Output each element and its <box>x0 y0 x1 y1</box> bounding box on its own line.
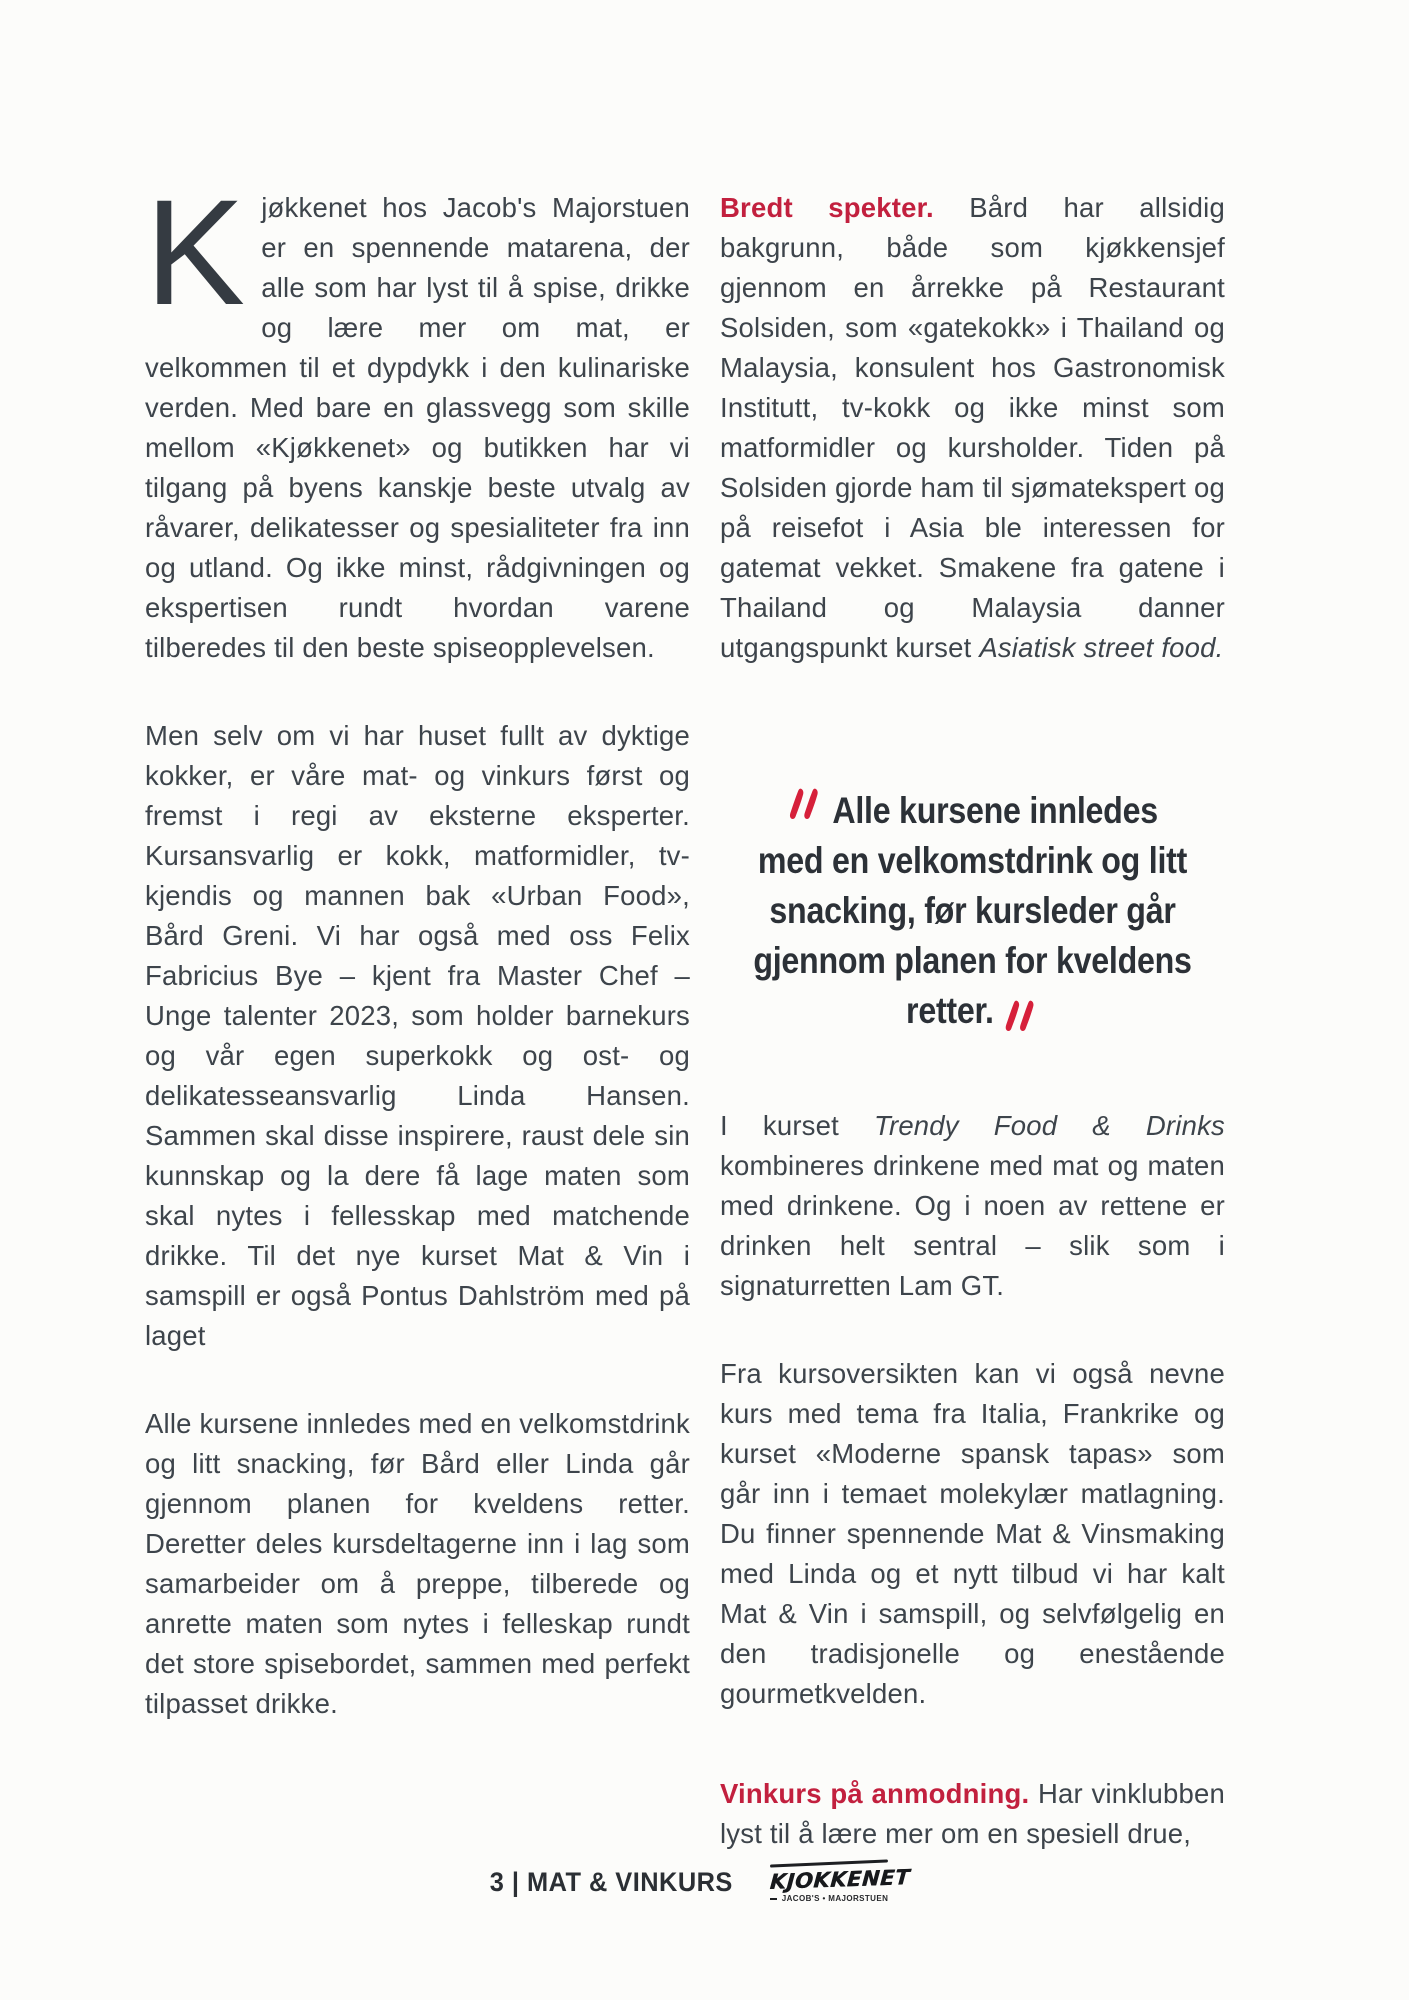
course-name-trendy-food-drinks: Trendy Food & Drinks <box>874 1110 1225 1141</box>
paragraph-vinkurs-text: Har vinklubben lyst til å lære mer om en spesiell drue, <box>720 1778 1225 1849</box>
pull-quote <box>753 786 1192 1036</box>
paragraph-bredt-spekter-text: Bård har allsidig bakgrunn, både som kjøkkensjef gjennom en årrekke på Restaurant Solsiden, som «gatekokk» i Thailand og Malaysia, konsulent hos Gastronomisk Institutt, tv-kokk og ikke minst som matformidler og kursholder. Tiden på Solsiden gjorde ham til sjømatekspert og på reisefot i Asia ble interessen for gatemat vekket. Smakene fra gatene i Thailand og Malaysia danner utgangspunkt kurset <box>720 192 1225 663</box>
logo-subtext: JACOB'S • MAJORSTUEN <box>781 1894 889 1903</box>
kjokkenet-logo <box>769 1862 911 1903</box>
paragraph-trendy-food <box>720 1106 1225 1306</box>
paragraph-vinkurs <box>720 1774 1225 1854</box>
course-name-asiatisk-street-food: Asiatisk street food. <box>979 632 1224 663</box>
paragraph-kursoversikt <box>720 1354 1225 1714</box>
paragraph-trendy-food-post: kombineres drinkene med mat og maten med drinkene. Og i noen av rettene er drinken helt sentral – slik som i signaturretten Lam GT. <box>720 1150 1225 1301</box>
paragraph-course-flow-text: Alle kursene innledes med en velkomstdrink og litt snacking, før Bård eller Linda går gjennom planen for kveldens retter. Deretter deles kursdeltagerne inn i lag som samarbeider om å preppe, tilberede og anrette maten som nytes i felleskap rundt det store spisebordet, sammen med perfekt tilpasset drikke. <box>145 1408 690 1719</box>
paragraph-intro <box>145 168 690 668</box>
pull-quote-text: Alle kursene innledes med en velkomstdrink og litt snacking, før kursleder går gjennom planen for kveldens retter. <box>753 790 1192 1031</box>
article-columns <box>145 168 1225 1854</box>
page-number-label: 3 | MAT & VINKURS <box>489 1867 733 1897</box>
logo-sub-rule <box>770 1898 777 1900</box>
paragraph-experts-text: Men selv om vi har huset fullt av dyktige kokker, er våre mat- og vinkurs først og fremst i regi av eksterne eksperter. Kursansvarlig er kokk, matformidler, tv-kjendis og mannen bak «Urban Food», Bård Greni. Vi har også med oss Felix Fabricius Bye – kjent fra Master Chef – Unge talenter 2023, som holder barnekurs og vår egen superkokk og ost- og delikatesseansvarlig Linda Hansen. Sammen skal disse inspirere, raust dele sin kunnskap og la dere få lage maten som skal nytes i fellesskap med matchende drikke. Til det nye kurset Mat & Vin i samspill er også Pontus Dahlström med på laget <box>145 720 690 1351</box>
right-column <box>720 188 1225 1854</box>
section-lead-vinkurs: Vinkurs på anmodning. <box>720 1778 1030 1809</box>
left-column <box>145 168 690 1854</box>
logo-subline <box>770 1894 888 1903</box>
paragraph-intro-text: jøkkenet hos Jacob's Majorstuen er en spennende matarena, der alle som har lyst til å spise, drikke og lære mer om mat, er velkommen til et dypdykk i den kulinariske verden. Med bare en glassvegg som skille mellom «Kjøkkenet» og butikken har vi tilgang på byens kanskje beste utvalg av råvarer, delikatesser og spesialiteter fra inn og utland. Og ikke minst, rådgivningen og ekspertisen rundt hvordan varene tilberedes til den beste spiseopplevelsen. <box>145 192 690 663</box>
open-quote-icon <box>787 787 824 821</box>
close-quote-icon <box>1002 999 1039 1033</box>
page-footer <box>145 1862 1225 1903</box>
paragraph-bredt-spekter <box>720 188 1225 668</box>
paragraph-experts <box>145 716 690 1356</box>
logo-wordmark: KJOKKENET <box>769 1865 911 1895</box>
paragraph-course-flow <box>145 1404 690 1724</box>
paragraph-kursoversikt-text: Fra kursoversikten kan vi også nevne kurs med tema fra Italia, Frankrike og kurset «Moderne spansk tapas» som går inn i temaet molekylær matlagning. Du finner spennende Mat & Vinsmaking med Linda og et nytt tilbud vi har kalt Mat & Vin i samspill, og selvfølgelig en den tradisjonelle og enestående gourmetkvelden. <box>720 1358 1225 1709</box>
paragraph-trendy-food-pre: I kurset <box>720 1110 874 1141</box>
section-lead-bredt-spekter: Bredt spekter. <box>720 192 934 223</box>
drop-cap: K <box>145 168 246 336</box>
